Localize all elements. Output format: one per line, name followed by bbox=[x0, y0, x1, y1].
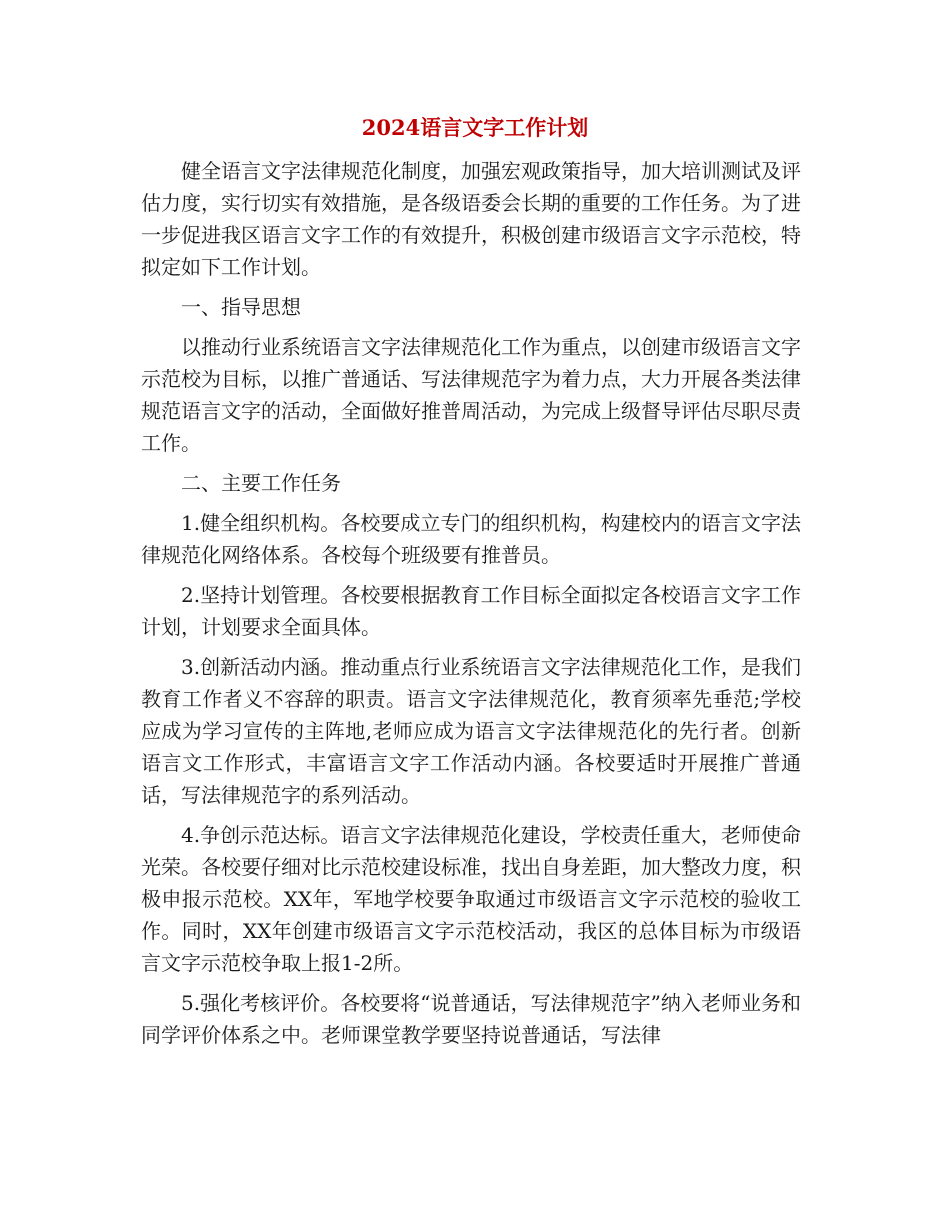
paragraph-task-2: 2.坚持计划管理。各校要根据教育工作目标全面拟定各校语言文字工作计划，计划要求全面具体。 bbox=[141, 583, 801, 639]
section-heading-main-tasks: 二、主要工作任务 bbox=[181, 471, 341, 495]
document-title: 2024语言文字工作计划 bbox=[361, 115, 589, 140]
paragraph-guiding-ideology: 以推动行业系统语言文字法律规范化工作为重点，以创建市级语言文字示范校为目标，以推广普通话、写法律规范字为着力点，大力开展各类法律规范语言文字的活动，全面做好推普周活动，为完成上级督导评估尽职尽责工作。 bbox=[141, 335, 801, 455]
paragraph-intro: 健全语言文字法律规范化制度，加强宏观政策指导，加大培训测试及评估力度，实行切实有效措施，是各级语委会长期的重要的工作任务。为了进一步促进我区语言文字工作的有效提升，积极创建市级语言文字示范校，特拟定如下工作计划。 bbox=[141, 159, 801, 279]
paragraph-task-1: 1.健全组织机构。各校要成立专门的组织机构，构建校内的语言文字法律规范化网络体系。各校每个班级要有推普员。 bbox=[141, 511, 801, 567]
paragraph-task-4: 4.争创示范达标。语言文字法律规范化建设，学校责任重大，老师使命光荣。各校要仔细对比示范校建设标准，找出自身差距，加大整改力度，积极申报示范校。XX年，军地学校要争取通过市级语言文字示范校的验收工作。同时，XX年创建市级语言文字示范校活动，我区的总体目标为市级语言文字示范校争取上报1-2所。 bbox=[141, 823, 801, 975]
paragraph-task-3: 3.创新活动内涵。推动重点行业系统语言文字法律规范化工作，是我们教育工作者义不容辞的职责。语言文字法律规范化，教育须率先垂范;学校应成为学习宣传的主阵地,老师应成为语言文字法律规范化的先行者。创新语言文工作形式，丰富语言文字工作活动内涵。各校要适时开展推广普通话，写法律规范字的系列活动。 bbox=[141, 655, 801, 807]
paragraph-task-5: 5.强化考核评价。各校要将“说普通话，写法律规范字”纳入老师业务和同学评价体系之中。老师课堂教学要坚持说普通话，写法律 bbox=[141, 991, 801, 1047]
document-body bbox=[141, 155, 801, 1059]
section-heading-guiding-ideology: 一、指导思想 bbox=[181, 295, 301, 319]
